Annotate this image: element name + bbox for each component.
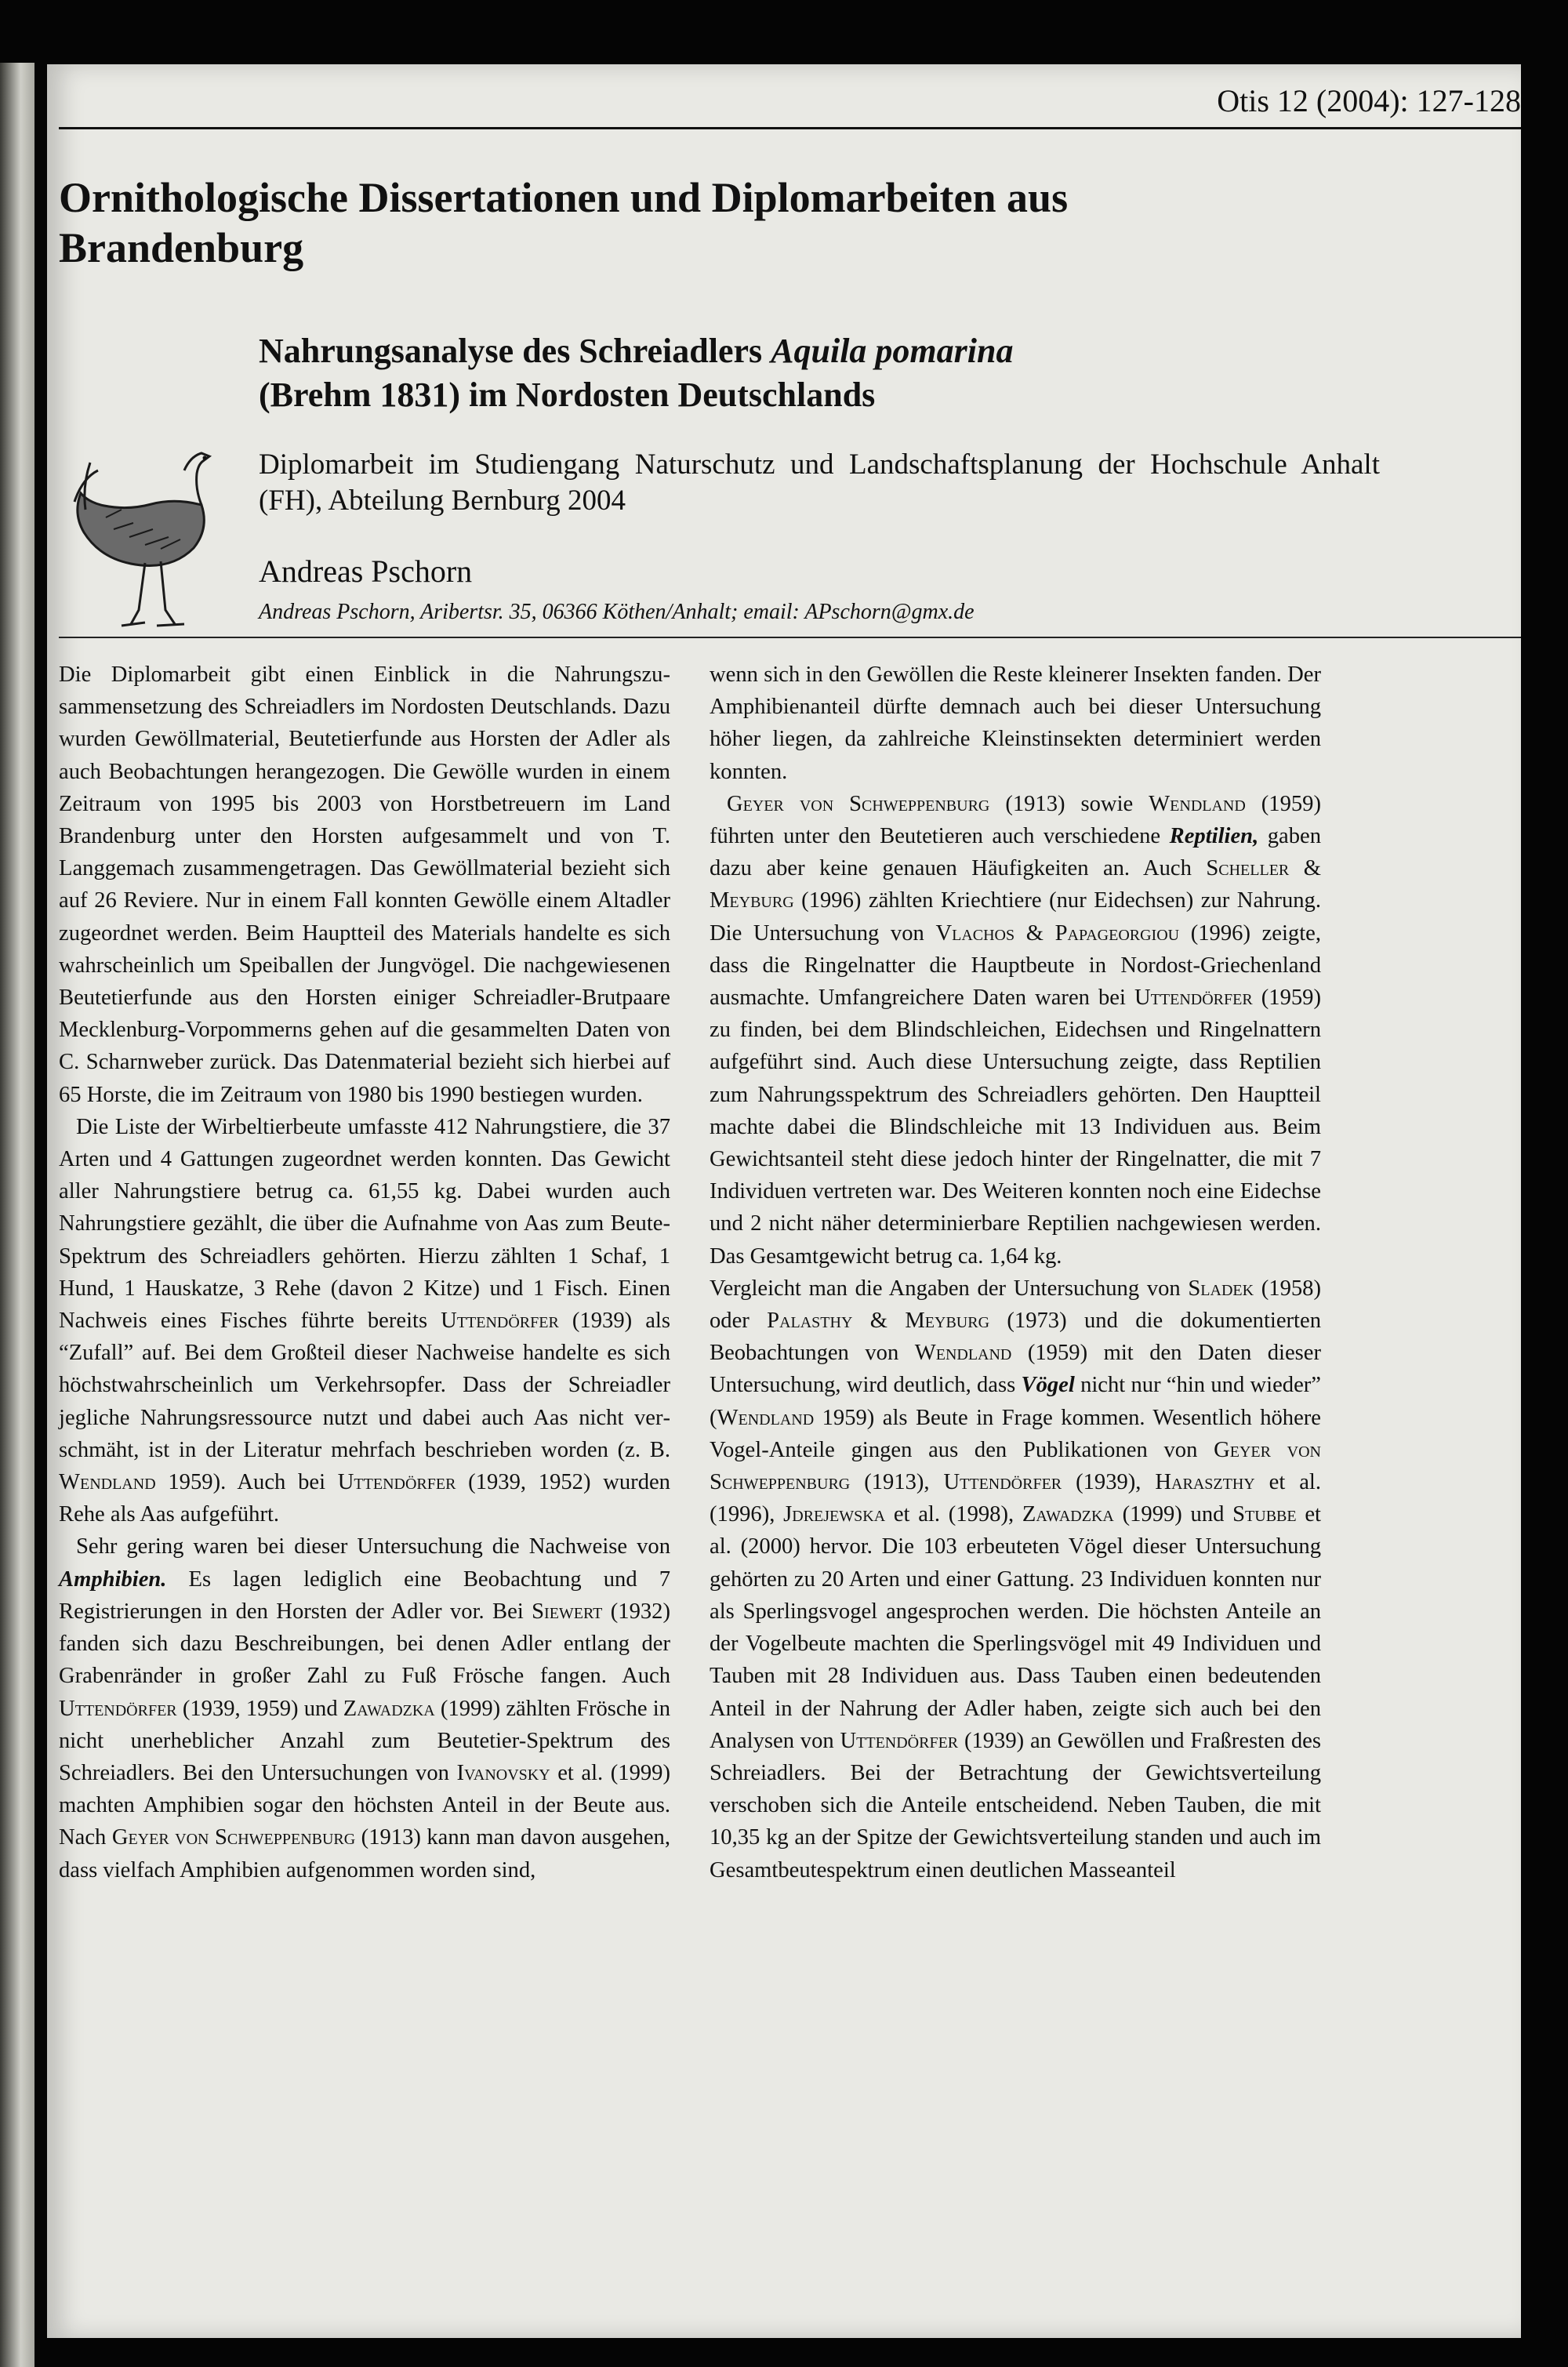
citation: Sladek (1188, 1276, 1254, 1301)
species-name: Aquila pomarina (771, 332, 1014, 370)
citation: Siewert (532, 1599, 603, 1624)
adjacent-page-edge (0, 63, 34, 2367)
text-column-right (710, 659, 1321, 1886)
section-title: Ornithologische Dissertationen und Diplomarbeiten aus Brandenburg (59, 174, 1069, 271)
paragraph: Sehr gering waren bei dieser Untersuchung die Nachweise von Amphibien. Es lagen lediglich eine Beobachtung und 7 Registrierungen in den Horsten der Adler vor. Bei Siewert (1932) fanden sich dazu Beschreibungen, bei denen Adler entlang der Grabenränder in großer Zahl zu Fuß Frösche fangen. Auch Uttendörfer (1939, 1959) und Zawadzka (1999) zählten Frösche in nicht unerheblicher Anzahl zum Beutetier-Spektrum des Schreiadlers. Bei den Untersuchungen von Ivanovsky et al. (1999) machten Amphibien sogar den höchsten Anteil in der Beute aus. Nach Geyer von Schweppenburg (1913) kann man davon ausgehen, dass vielfach Amphibien aufgenommen worden sind, (59, 1534, 671, 1882)
article-title-text: Nahrungsanalyse des Schreiadlers (259, 332, 771, 370)
citation: Haraszthy (1155, 1470, 1255, 1495)
key-term: Amphibien. (59, 1567, 167, 1592)
citation: Zawadzka (1022, 1502, 1114, 1527)
citation: Wendland (914, 1341, 1012, 1366)
bustard-logo-icon (59, 400, 255, 635)
citation: Zawadzka (343, 1696, 435, 1721)
citation: Wendland (1149, 791, 1246, 816)
paragraph: wenn sich in den Gewöllen die Reste kleinerer Insekten fanden. Der Amphibienanteil dürfte demnach auch bei dieser Untersuchung höher liegen, da zahlreiche Kleinstinsekten determiniert werden konnten. (710, 663, 1321, 784)
author-address: Andreas Pschorn, Aribertsr. 35, 06366 Köthen/Anhalt; email: APschorn@gmx.de (259, 600, 975, 624)
citation: Uttendörfer (1134, 986, 1253, 1011)
citation: Uttendörfer (337, 1470, 456, 1495)
author-name: Andreas Pschorn (259, 554, 473, 589)
citation: Geyer von Schweppenburg (710, 1437, 1321, 1495)
header-divider (59, 637, 1521, 638)
key-term: Vögel (1021, 1373, 1075, 1398)
paragraph: Vergleicht man die Angaben der Untersuchung von Sladek (1958) oder Palasthy & Meyburg (1973) und die dokumentierten Beobachtungen von Wendland (1959) mit den Daten dieser Untersuchung, wird deutlich, dass Vögel nicht nur “hin und wieder” (Wendland 1959) als Beute in Frage kommen. Wesentlich höhere Vogel-Anteile gingen aus den Publikationen von Geyer von Schweppenburg (1913), Uttendörfer (1939), Haraszthy et al. (1996), Jdrejewska et al. (1998), Zawadzka (1999) und Stubbe et al. (2000) hervor. Die 103 erbeuteten Vögel dieser Untersuchung gehörten zu 20 Arten und einer Gattung. 23 Individuen konnten nur als Sperlingsvogel angesprochen werden. Die höchsten Anteile an der Vogelbeute machten die Sperlingsvögel mit 49 Individuen und Tauben mit 28 Individuen aus. Dass Tauben einen bedeutenden Anteil in der Nahrung der Adler haben, zeigte sich auch bei den Analysen von Uttendörfer (1939) an Gewöllen und Fraßresten des Schreiadlers. Bei der Betrachtung der Gewichtsverteilung verschoben sich die Anteile entscheidend. Neben Tauben, die mit 10,35 kg an der Spitze der Gewichtsverteilung standen und auch im Gesamtbeutespektrum einen deutlichen Masseanteil (710, 1276, 1322, 1882)
journal-reference: Otis 12 (2004): 127-128 (1217, 83, 1521, 118)
citation: Wendland (59, 1470, 156, 1495)
citation: Scheller & Meyburg (710, 856, 1321, 913)
citation: Wendland (717, 1405, 815, 1430)
citation: Uttendörfer (441, 1309, 559, 1334)
citation: Geyer von Schweppenburg (727, 791, 990, 816)
paragraph: Die Liste der Wirbeltierbeute umfasste 412 Nahrungstiere, die 37 Arten und 4 Gattungen zugeordnet werden konnten. Das Gewicht aller Nahrungstiere betrug ca. 61,55 kg. Dabei wurden auch Nahrungstiere gezählt, die über die Aufnahme von Aas zum Beute-Spektrum des Schreiadlers gehörten. Hierzu zählten 1 Schaf, 1 Hund, 1 Hauskatze, 3 Rehe (davon 2 Kitze) und 1 Fisch. Einen Nachweis eines Fisches führte bereits Uttendörfer (1939) als “Zufall” auf. Bei dem Großteil dieser Nachweise handelte es sich höchstwahrscheinlich um Verkehrsopfer. Dass der Schreiadler jegliche Nahrungsressource nutzt und dabei auch Aas nicht verschmäht, ist in der Literatur mehrfach beschrieben worden (z. B. Wendland 1959). Auch bei Uttendörfer (1939, 1952) wurden Rehe als Aas aufgeführt. (59, 1114, 670, 1527)
paragraph: Die Diplomarbeit gibt einen Einblick in die Nahrungszusammensetzung des Schreiadlers im Nordosten Deutschlands. Dazu wurden Gewöllmaterial, Beutetierfunde aus Horsten der Adler als auch Beobachtungen herangezogen. Die Gewölle wurden in einem Zeitraum von 1995 bis 2003 von Horstbetreuern im Land Brandenburg unter den Horsten aufgesammelt und von T. Langgemach zusammengetragen. Das Gewöllmaterial bezieht sich auf 26 Reviere. Nur in einem Fall konnten Gewölle einem Altadler zugeordnet werden. Beim Hauptteil des Materials handelte es sich wahrscheinlich um Speiballen der Jungvögel. Die nachgewiesenen Beutetierfunde aus den Horsten einiger Schreiadler-Brutpaare Mecklenburg-Vorpommerns gehen auf die gesammelten Daten von C. Scharnweber zurück. Das Datenmaterial bezieht sich hierbei auf 65 Horste, die im Zeitraum von 1980 bis 1990 bestiegen wurden. (59, 663, 670, 1107)
article-title-rest: (Brehm 1831) im Nordosten Deutschlands (259, 376, 876, 414)
page-header (59, 72, 1521, 129)
citation: Stubbe (1232, 1502, 1297, 1527)
paragraph: Geyer von Schweppenburg (1913) sowie Wendland (1959) führten unter den Beutetieren auch verschiedene Reptilien, gaben dazu aber keine genauen Häufigkeiten an. Auch Scheller & Meyburg (1996) zählten Kriechtiere (nur Eidechsen) zur Nahrung. Die Untersuchung von Vlachos & Papageorgiou (1996) zeigte, dass die Ringelnatter die Hauptbeute in Nordost-Griechenland ausmachte. Umfangreichere Daten waren bei Uttendörfer (1959) zu finden, bei dem Blindschleichen, Eidechsen und Ringelnattern aufgeführt sind. Auch diese Untersuchung zeigte, dass Reptilien zum Nahrungsspektrum des Schreiadlers gehörten. Den Hauptteil machte dabei die Blindschleiche mit 13 Individuen aus. Beim Gewichtsanteil steht diese jedoch hinter der Ringelnatter, die mit 7 Individuen vertreten war. Des Weiteren konnten noch eine Eidechse und 2 nicht näher determinierbare Reptilien nachgewiesen werden. Das Gesamtgewicht betrug ca. 1,64 kg. (710, 791, 1322, 1269)
key-term: Reptilien, (1169, 824, 1259, 849)
degree-statement: Diplomarbeit im Studiengang Naturschutz und Landschaftsplanung der Hochschule Anhalt (FH), Abteilung Bernburg 2004 (259, 448, 1380, 517)
citation: Uttendörfer (59, 1696, 177, 1721)
citation: Palasthy & Meyburg (767, 1309, 990, 1334)
citation: Geyer von Schweppenburg (111, 1825, 356, 1850)
citation: Vlachos & Papageorgiou (935, 920, 1180, 946)
citation: Ivanovsky (456, 1760, 550, 1785)
article-title (259, 329, 1380, 417)
citation: Jdrejewska (783, 1502, 886, 1527)
text-column-left (59, 659, 670, 1886)
citation: Uttendörfer (943, 1470, 1062, 1495)
citation: Uttendörfer (840, 1728, 959, 1753)
